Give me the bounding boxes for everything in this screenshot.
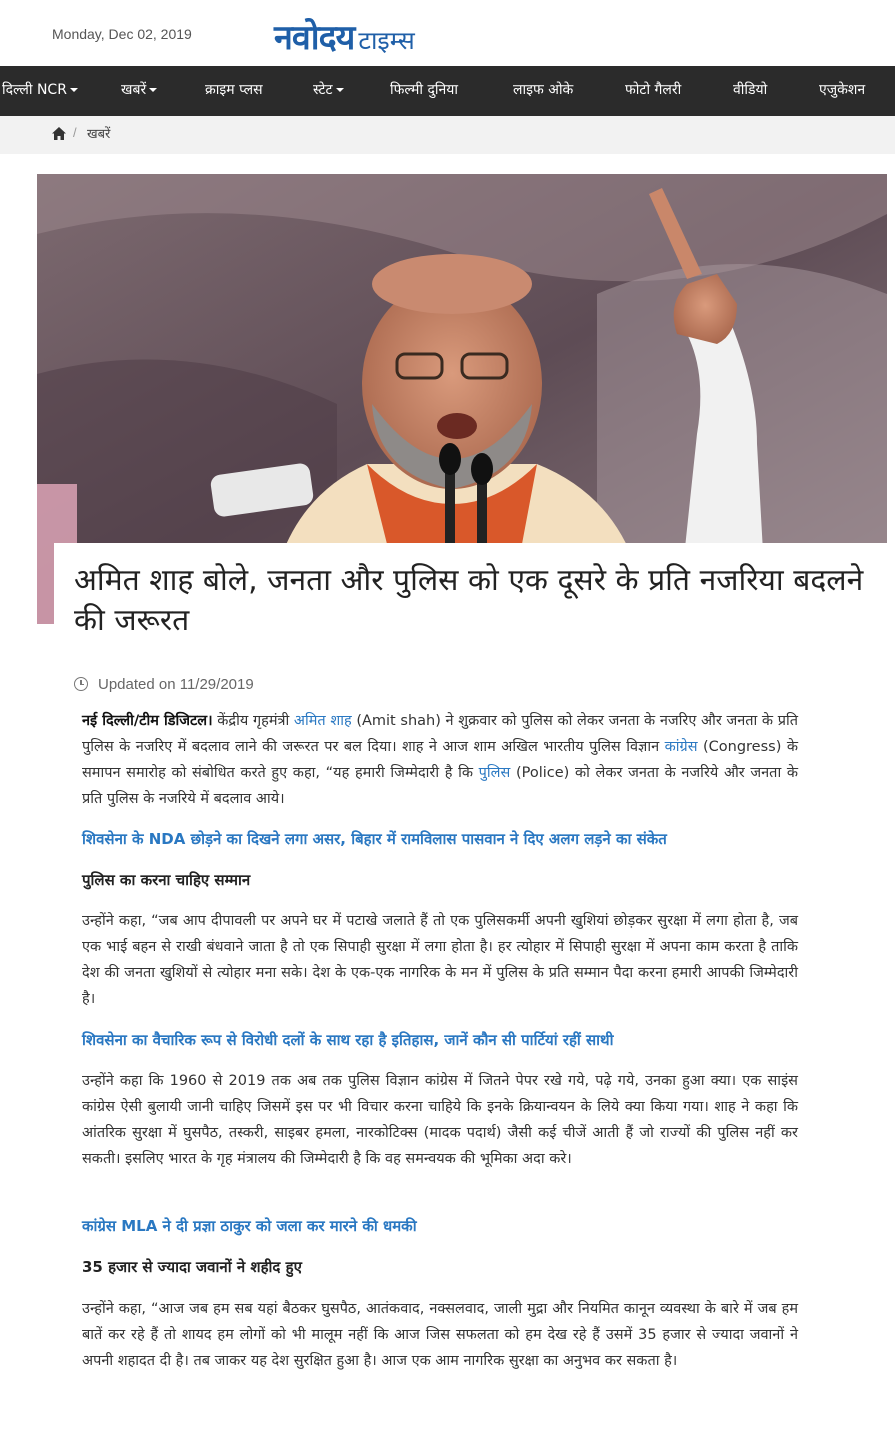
nav-item-education[interactable] [819,66,865,116]
paragraph-text: (Congress) के समापन समारोह को संबोधित करते हुए कहा, “यह हमारी जिम्मेदारी है कि [82,739,798,781]
site-logo[interactable] [274,14,415,58]
related-link-1[interactable]: शिवसेना के NDA छोड़ने का दिखने लगा असर, बिहार में रामविलास पासवान ने दिए अलग लड़ने का संकेत [82,830,667,848]
nav-item-label: दिल्ली NCR [2,82,67,98]
subheading-1: पुलिस का करना चाहिए सम्मान [82,871,251,889]
updated-text: Updated on 11/29/2019 [98,676,254,693]
logo-main-text: नवोदय [274,18,355,58]
clock-icon [74,677,88,691]
article-paragraph-3: उन्होंने कहा कि 1960 से 2019 तक अब तक पुलिस विज्ञान कांग्रेस में जितने पेपर रखे गये, पढ़े गये, उनका हुआ क्या। एक साइंस कांग्रेस ऐसी बुलायी जानी चाहिए जिसमें इस पर भी विचार करना चाहिये कि इनके क्रियान्वयन के लिये क्या किया गया। शाह ने कहा कि आंतरिक सुरक्षा में घुसपैठ, तस्करी, साइबर हमला, नारकोटिक्स (मादक पदार्थ) जैसी कई चीजें आती हैं जो राज्यों की पुलिस नहीं कर सकती। इसलिए भारत के गृह मंत्रालय की जिम्मेदारी है कि वह समन्वयक की भूमिका अदा करे। [82,1073,798,1167]
nav-item-label: फोटो गैलरी [625,82,682,98]
nav-item-label: एजुकेशन [819,82,866,98]
caret-down-icon [70,88,78,92]
home-icon[interactable] [52,127,66,140]
nav-item-label: लाइफ ओके [513,82,574,98]
nav-item-label: फिल्मी दुनिया [390,82,459,98]
nav-item-state[interactable] [313,66,344,116]
paragraph-text: (Police) को लेकर जनता के नजरिये और जनता के प्रति पुलिस के नजरिये में बदलाव आये। [82,765,798,807]
nav-item-khabren[interactable] [121,66,157,116]
dateline: नई दिल्ली/टीम डिजिटल। [82,713,213,729]
nav-item-delhi-ncr[interactable] [2,66,78,116]
article-headline: अमित शाह बोले, जनता और पुलिस को एक दूसरे के प्रति नजरिया बदलने की जरूरत [74,563,864,638]
keyword-link-police[interactable]: पुलिस [478,765,511,781]
updated-info [74,676,254,693]
keyword-link-congress[interactable]: कांग्रेस [664,739,698,755]
main-nav [0,66,895,116]
nav-item-crime-plus[interactable] [205,66,263,116]
article-paragraph-1 [82,708,798,812]
paragraph-text: (Amit shah) ने शुक्रवार को पुलिस को लेकर जनता के नजरिए और जनता के प्रति पुलिस के नजरिए में बदलाव लाने की जरूरत पर बल दिया। शाह ने आज शाम अखिल भारतीय पुलिस विज्ञान [82,713,798,755]
related-link-3[interactable]: कांग्रेस MLA ने दी प्रज्ञा ठाकुर को जला कर मारने की धमकी [82,1217,417,1235]
site-header [0,0,895,66]
breadcrumb [0,116,895,154]
paragraph-text: केंद्रीय गृहमंत्री [212,713,294,729]
subheading-2: 35 हजार से ज्यादा जवानों ने शहीद हुए [82,1258,302,1276]
related-link-2[interactable]: शिवसेना का वैचारिक रूप से विरोधी दलों के साथ रहा है इतिहास, जानें कौन सी पार्टियां रहीं साथी [82,1031,614,1049]
article-paragraph-2: उन्होंने कहा, “जब आप दीपावली पर अपने घर में पटाखे जलाते हैं तो एक पुलिसकर्मी अपनी खुशियां छोड़कर सुरक्षा में लगा होता है, जब एक भाई बहन से राखी बंधवाने जाता है तो एक सिपाही सुरक्षा में लगा होता है। हर त्योहार में सिपाही सुरक्षा में अपना काम करता है ताकि देश की जनता खुशियों से त्योहार मना सके। देश के एक-एक नागरिक के मन में पुलिस के प्रति सम्मान पैदा करना हमारी आपकी जिम्मेदारी है। [82,913,798,1007]
nav-item-filmi-duniya[interactable] [390,66,458,116]
caret-down-icon [336,88,344,92]
nav-item-video[interactable] [733,66,767,116]
current-date: Monday, Dec 02, 2019 [52,26,192,42]
caret-down-icon [149,88,157,92]
nav-item-label: वीडियो [733,82,768,98]
nav-item-photo-gallery[interactable] [625,66,681,116]
breadcrumb-current[interactable]: खबरें [87,127,111,142]
nav-item-label: स्टेट [313,82,333,98]
nav-item-label: क्राइम प्लस [205,82,263,98]
nav-item-life-ok[interactable] [513,66,573,116]
nav-item-label: खबरें [121,82,147,98]
logo-sub-text: टाइम्स [358,26,415,55]
breadcrumb-separator: / [73,125,77,140]
article-paragraph-4: उन्होंने कहा, “आज जब हम सब यहां बैठकर घुसपैठ, आतंकवाद, नक्सलवाद, जाली मुद्रा और नियमित कानून व्यवस्था के बारे में जब हम बातें कर रहे हैं तो शायद हम लोगों को भी मालूम नहीं कि आज जिस सफलता को हम देख रहे हैं उसमें 35 हजार से ज्यादा जवानों ने अपनी शहादत दी है। तब जाकर यह देश सुरक्षित हुआ है। आज एक आम नागरिक सुरक्षा का अनुभव कर सकता है। [82,1301,798,1369]
keyword-link-amit-shah[interactable]: अमित शाह [293,713,352,729]
